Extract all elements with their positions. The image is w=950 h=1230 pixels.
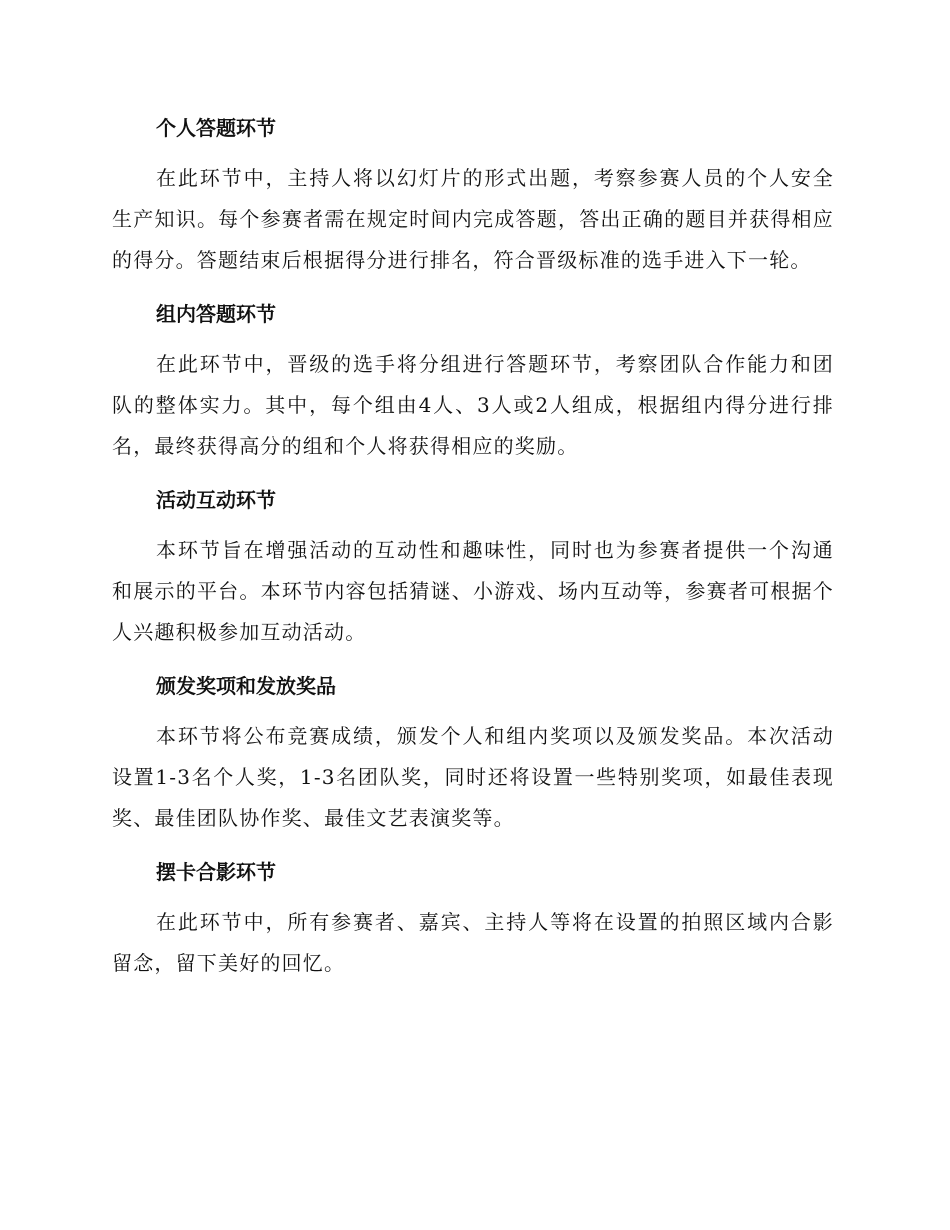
section-heading: 摆卡合影环节	[156, 860, 276, 884]
section-heading: 个人答题环节	[156, 116, 276, 140]
section-spacer	[112, 839, 834, 852]
section-individual-quiz	[112, 108, 834, 294]
section-interactive-activity	[112, 480, 834, 666]
section-paragraph: 在此环节中，所有参赛者、嘉宾、主持人等将在设置的拍照区域内合影留念，留下美好的回忆。	[112, 910, 834, 975]
section-awards	[112, 666, 834, 852]
document-content	[112, 108, 834, 984]
section-spacer	[112, 467, 834, 480]
section-group-quiz	[112, 294, 834, 480]
section-paragraph: 在此环节中，主持人将以幻灯片的形式出题，考察参赛人员的个人安全生产知识。每个参赛者需在规定时间内完成答题，答出正确的题目并获得相应的得分。答题结束后根据得分进行排名，符合晋级标准的选手进入下一轮。	[112, 166, 834, 272]
section-paragraph: 本环节旨在增强活动的互动性和趣味性，同时也为参赛者提供一个沟通和展示的平台。本环节内容包括猜谜、小游戏、场内互动等，参赛者可根据个人兴趣积极参加互动活动。	[112, 538, 834, 644]
section-paragraph: 在此环节中，晋级的选手将分组进行答题环节，考察团队合作能力和团队的整体实力。其中，每个组由4人、3人或2人组成，根据组内得分进行排名，最终获得高分的组和个人将获得相应的奖励。	[112, 352, 834, 458]
section-paragraph: 本环节将公布竞赛成绩，颁发个人和组内奖项以及颁发奖品。本次活动设置1-3名个人奖，1-3名团队奖，同时还将设置一些特别奖项，如最佳表现奖、最佳团队协作奖、最佳文艺表演奖等。	[112, 724, 834, 830]
section-spacer	[112, 653, 834, 666]
section-heading: 颁发奖项和发放奖品	[156, 674, 336, 698]
section-group-photo	[112, 852, 834, 984]
section-heading: 组内答题环节	[156, 302, 276, 326]
section-spacer	[112, 281, 834, 294]
section-heading: 活动互动环节	[156, 488, 276, 512]
